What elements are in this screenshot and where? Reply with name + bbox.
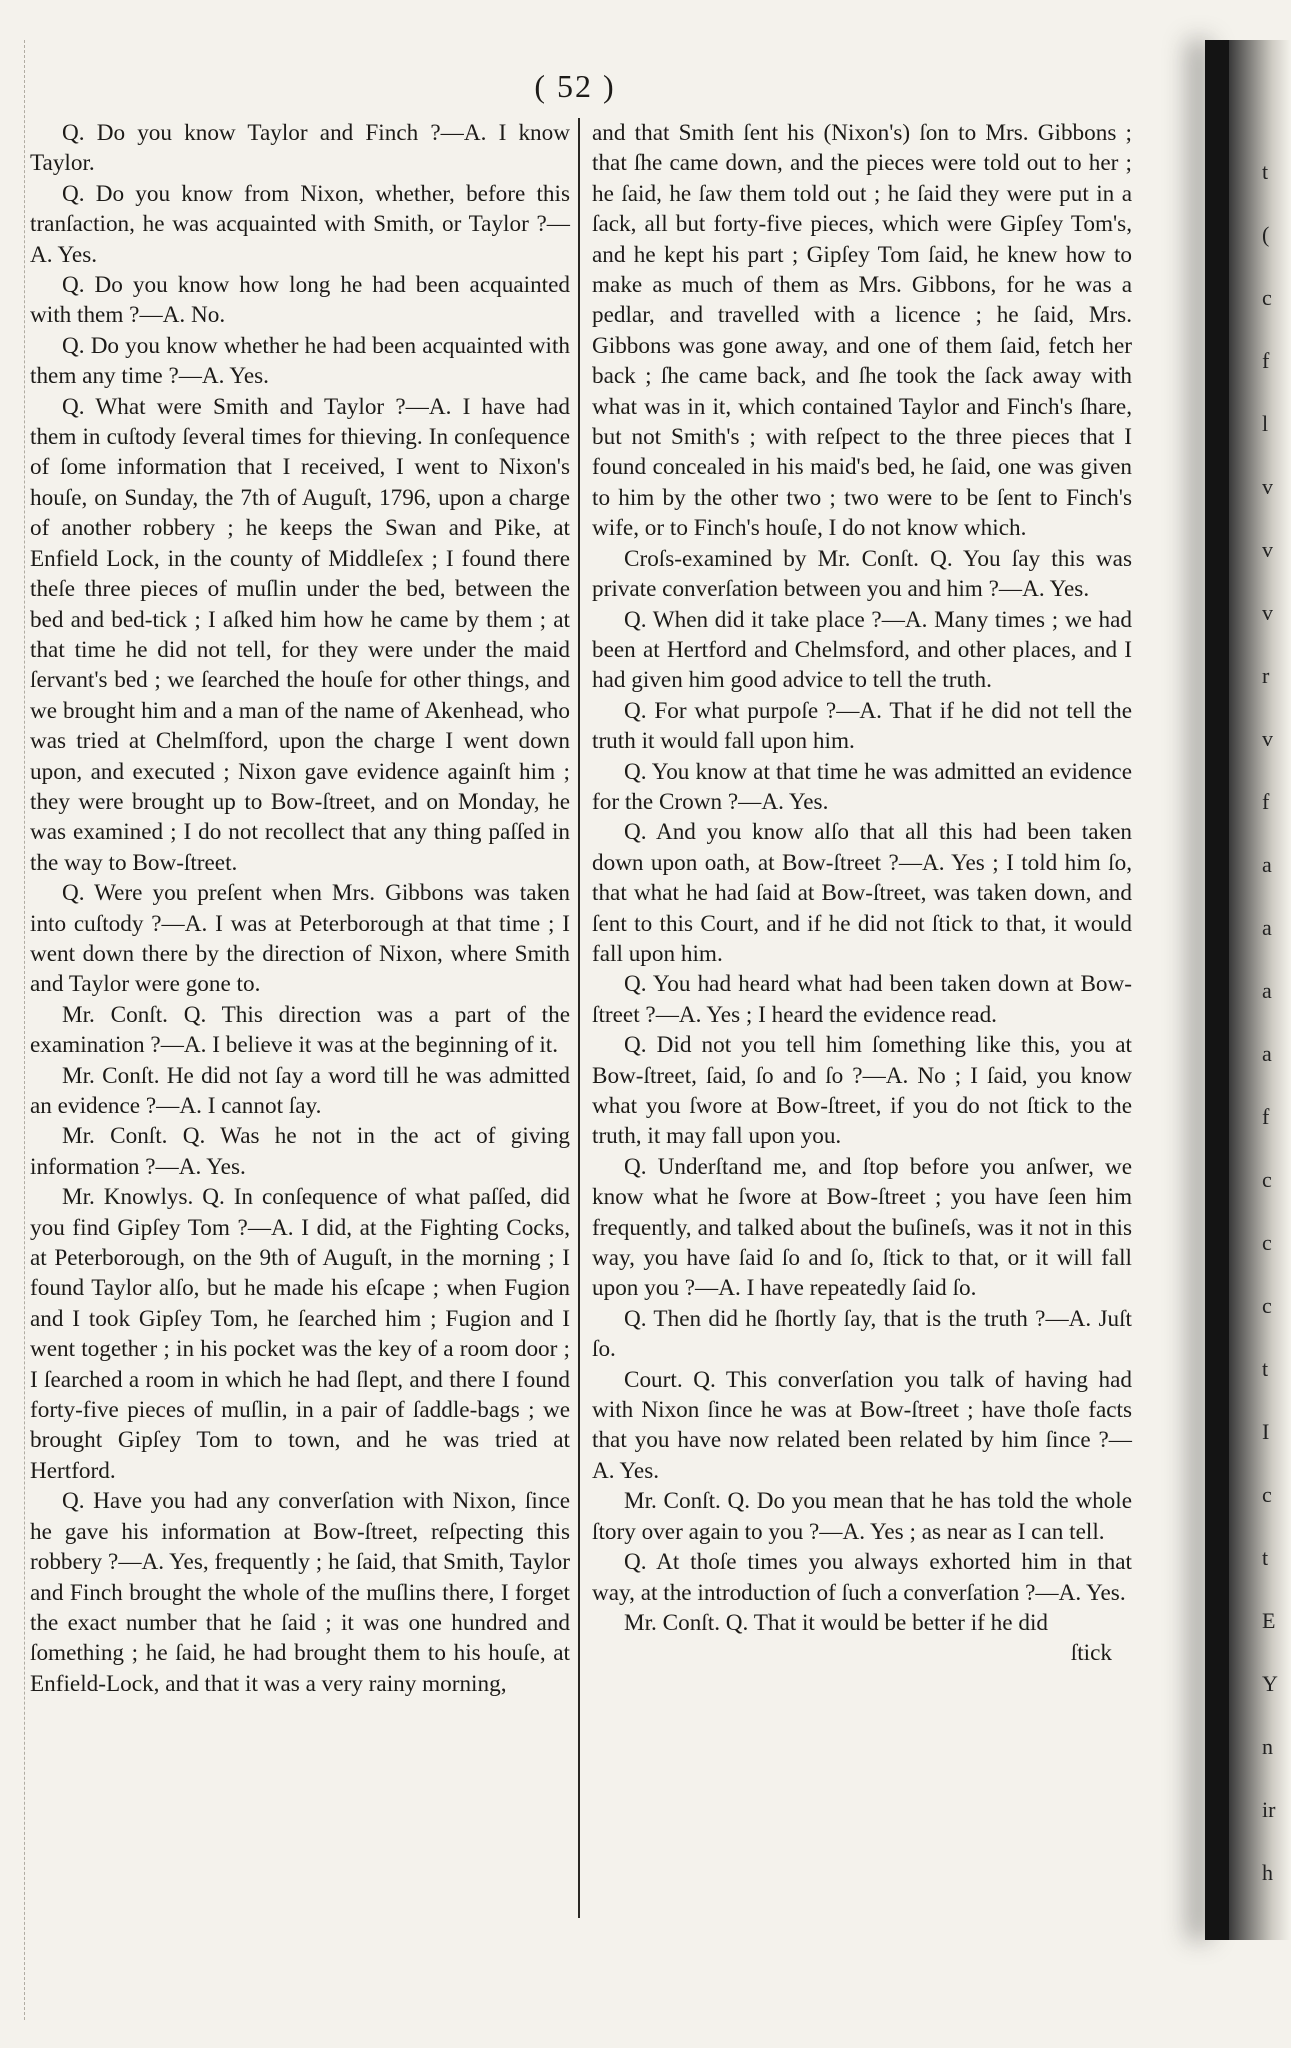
paragraph: Mr. Conſt. Q. Do you mean that he has told the whole ſtory over again to you ?—A. Yes ; as near as I can tell. [592, 1488, 1132, 1545]
binding-shadow [1205, 40, 1229, 1940]
paragraph: Croſs-examined by Mr. Conſt. Q. You ſay this was private converſation between you and him ?—A. Yes. [592, 545, 1132, 603]
facing-page-letter: v [1262, 537, 1273, 562]
facing-page-letter: c [1262, 285, 1272, 310]
paragraph: Q. Do you know Taylor and Finch ?—A. I know Taylor. [30, 120, 570, 177]
paragraph: Q. Then did he ſhortly ſay, that is the truth ?—A. Juſt ſo. [592, 1305, 1132, 1363]
facing-page-letter: t [1262, 1545, 1269, 1570]
facing-page-letter: t [1262, 159, 1269, 184]
facing-page-letter: f [1262, 789, 1270, 814]
facing-page-letter: n [1262, 1734, 1273, 1759]
facing-page-letter: c [1262, 1230, 1272, 1255]
paragraph: Q. Do you know how long he had been acquainted with them ?—A. No. [30, 272, 570, 329]
paragraph: Q. Did not you tell him ſomething like this, you at Bow-ſtreet, ſaid, ſo and ſo ?—A. No ; I ſaid, you know what you ſwore at Bow-ſtreet, if you do not ſtick to the truth, it may fall upon you. [592, 1032, 1132, 1150]
facing-page-letter: E [1262, 1608, 1276, 1633]
facing-page-letter: h [1262, 1860, 1273, 1885]
right-column [592, 118, 1132, 1669]
facing-page-letter: r [1262, 663, 1270, 688]
paragraph: Mr. Conſt. Q. That it would be better if he did [624, 1609, 1048, 1636]
paragraph: Mr. Conſt. Q. Was he not in the act of giving information ?—A. Yes. [30, 1123, 570, 1180]
paragraph: Q. Were you preſent when Mrs. Gibbons was taken into cuſtody ?—A. I was at Peterborough at that time ; I went down there by the direction of Nixon, where Smith and Taylor were gone to. [30, 880, 570, 998]
paragraph: and that Smith ſent his (Nixon's) ſon to Mrs. Gibbons ; that ſhe came down, and the pieces were told out to her ; he ſaid, he ſaw them told out ; he ſaid they were put in a ſack, all but forty-five pieces, which were Gipſey Tom's, and he kept his part ; Gipſey Tom ſaid, he knew how to make as much of them as Mrs. Gibbons, for he was a pedlar, and travelled with a licence ; he ſaid, Mrs. Gibbons was gone away, and one of them ſaid, fetch her back ; ſhe came back, and ſhe took the ſack away with what was in it, which contained Taylor and Finch's ſhare, but not Smith's ; with reſpect to the three pieces that I found concealed in his maid's bed, he ſaid, one was given to him by the other two ; two were to be ſent to Finch's wife, or to Finch's houſe, I do not know which. [592, 120, 1132, 542]
catchword: ſtick [1070, 1640, 1112, 1667]
facing-page-letter: I [1262, 1419, 1270, 1444]
facing-page-letter: Y [1262, 1671, 1278, 1696]
paragraph: Q. What were Smith and Taylor ?—A. I have had them in cuſtody ſeveral times for thieving. In conſequence of ſome information that I received, I went to Nixon's houſe, on Sunday, the 7th of Auguſt, 1796, upon a charge of another robbery ; he keeps the Swan and Pike, at Enfield Lock, in the county of Middleſex ; I found there theſe three pieces of muſlin under the bed, between the bed and bed-tick ; I aſked him how he came by them ; at that time he did not tell, for they were under the maid ſervant's bed ; we ſearched the houſe for other things, and we brought him and a man of the name of Akenhead, who was tried at Chelmſford, upon the charge I went down upon, and executed ; Nixon gave evidence againſt him ; they were brought up to Bow-ſtreet, and on Monday, he was examined ; I do not recollect that any thing paſſed in the way to Bow-ſtreet. [30, 393, 570, 876]
column-divider [578, 118, 580, 1918]
facing-page-letter: a [1262, 852, 1272, 877]
facing-page-letter: t [1262, 1356, 1269, 1381]
facing-page-letter: f [1262, 348, 1270, 373]
paragraph: Q. When did it take place ?—A. Many times ; we had been at Hertford and Chelmsford, and other places, and I had given him good advice to tell the truth. [592, 606, 1132, 694]
paragraph: Mr. Conſt. Q. This direction was a part of the examination ?—A. I believe it was at the beginning of it. [30, 1001, 570, 1059]
facing-page-fragments [1262, 140, 1288, 1904]
facing-page-letter: a [1262, 1041, 1272, 1066]
facing-page-letter: c [1262, 1482, 1272, 1507]
paragraph: Q. You know at that time he was admitted an evidence for the Crown ?—A. Yes. [592, 758, 1132, 815]
paragraph: Q. And you know alſo that all this had been taken down upon oath, at Bow-ſtreet ?—A. Yes ; I told him ſo, that what he had ſaid at Bow-ſtreet, was taken down, and ſent to this Court, and if he did not ſtick to that, it would fall upon him. [592, 819, 1132, 967]
facing-page-letter: v [1262, 726, 1273, 751]
facing-page-letter: l [1262, 411, 1269, 436]
paragraph: Q. Do you know from Nixon, whether, before this tranſaction, he was acquainted with Smith, or Taylor ?—A. Yes. [30, 180, 570, 268]
facing-page-letter: v [1262, 600, 1273, 625]
paragraph: Q. You had heard what had been taken down at Bow-ſtreet ?—A. Yes ; I heard the evidence read. [592, 971, 1132, 1028]
page-number: ( 52 ) [534, 68, 616, 104]
facing-page-letter: c [1262, 1293, 1272, 1318]
facing-page-letter: a [1262, 978, 1272, 1003]
paragraph: Mr. Conſt. He did not ſay a word till he was admitted an evidence ?—A. I cannot ſay. [30, 1062, 570, 1119]
facing-page-letter: c [1262, 1167, 1272, 1192]
paragraph: Court. Q. This converſation you talk of having had with Nixon ſince he was at Bow-ſtreet ; have thoſe facts that you have now related been related by him ſince ?—A. Yes. [592, 1366, 1132, 1484]
paragraph: Mr. Knowlys. Q. In conſequence of what paſſed, did you find Gipſey Tom ?—A. I did, at the Fighting Cocks, at Peterborough, on the 9th of Auguſt, in the morning ; I found Taylor alſo, but he made his eſcape ; when Fugion and I took Gipſey Tom, he ſearched him ; Fugion and I went together ; in his pocket was the key of a room door ; I ſearched a room in which he had ſlept, and there I found forty-five pieces of muſlin, in a pair of ſaddle-bags ; we brought Gipſey Tom to town, and he was tried at Hertford. [30, 1184, 570, 1484]
paragraph: Q. Underſtand me, and ſtop before you anſwer, we know what he ſwore at Bow-ſtreet ; you have ſeen him frequently, and talked about the buſineſs, was it not in this way, you have ſaid ſo and ſo, ſtick to that, or it will fall upon you ?—A. I have repeatedly ſaid ſo. [592, 1153, 1132, 1302]
paragraph: Q. At thoſe times you always exhorted him in that way, at the introduction of ſuch a converſation ?—A. Yes. [592, 1549, 1132, 1606]
gutter-line [24, 40, 26, 2020]
facing-page-letter: v [1262, 474, 1273, 499]
paragraph: Q. Do you know whether he had been acquainted with them any time ?—A. Yes. [30, 332, 570, 390]
facing-page-letter: ( [1262, 222, 1270, 247]
paragraph: Q. For what purpoſe ?—A. That if he did not tell the truth it would fall upon him. [592, 697, 1132, 755]
left-column [30, 118, 570, 1699]
facing-page-letter: ir [1262, 1797, 1276, 1822]
facing-page-letter: a [1262, 915, 1272, 940]
facing-page-letter: f [1262, 1104, 1270, 1129]
paragraph: Q. Have you had any converſation with Nixon, ſince he gave his information at Bow-ſtreet, reſpecting this robbery ?—A. Yes, frequently ; he ſaid, that Smith, Taylor and Finch brought the whole of the muſlins there, I forget the exact number that he ſaid ; it was one hundred and ſomething ; he ſaid, he had brought them to his houſe, at Enfield-Lock, and that it was a very rainy morning, [30, 1488, 570, 1697]
